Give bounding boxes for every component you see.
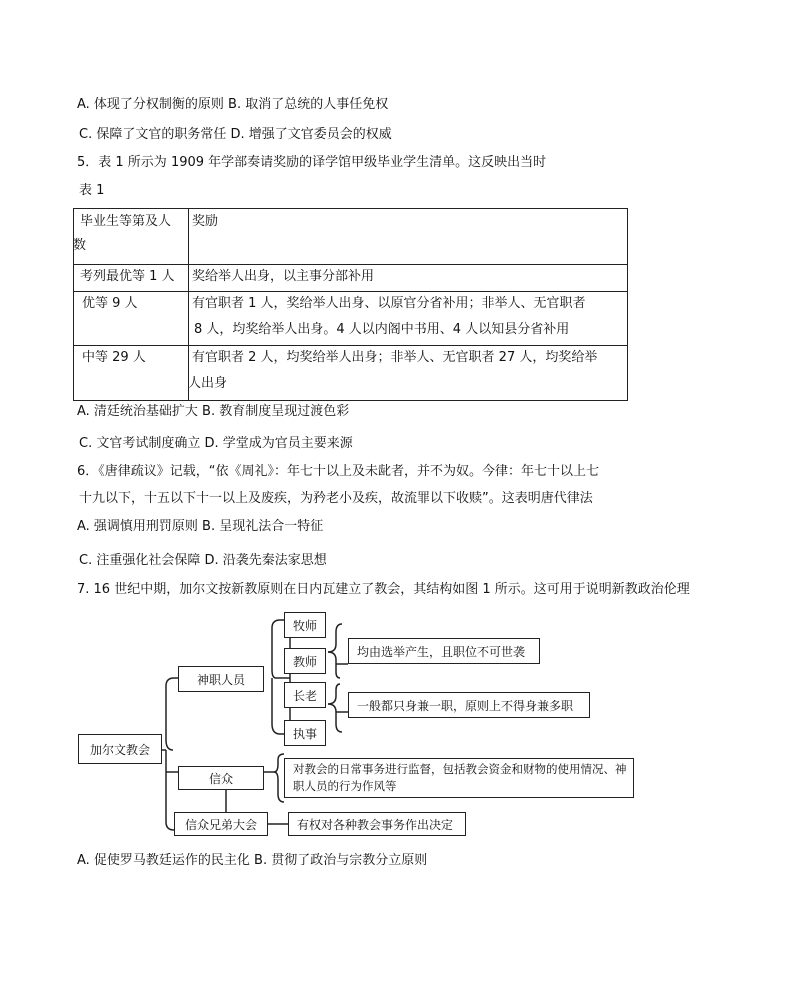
q7-stem: 7. 16 世纪中期，加尔文按新教原则在日内瓦建立了教会，其结构如图 1 所示。这可用于说明新教政治伦理 [77,582,690,597]
table-header-grade-line2: 数 [73,238,87,253]
diagram-note-supervision: 对教会的日常事务进行监督，包括教会资金和财物的使用情况、神职人员的行为作风等 [284,758,634,798]
diagram-note-election: 均由选举产生，且职位不可世袭 [348,638,540,664]
q5-table [73,208,628,401]
diagram-root-calvin-church: 加尔文教会 [78,734,162,764]
diagram-node-role: 牧师 [284,612,326,638]
diagram-node-believers: 信众 [178,766,264,790]
diagram-node-role: 长老 [284,682,326,708]
q7-options-ab: A. 促使罗马教廷运作的民主化 B. 贯彻了政治与宗教分立原则 [77,853,428,868]
q6-stem-line2: 十九以下，十五以下十一以上及废疾，为矜老小及疾，故流罪以下收赎”。这表明唐代律法 [79,491,593,506]
table-row-grade: 优等 9 人 [82,296,138,311]
table-row-grade: 中等 29 人 [82,350,146,365]
q6-options-cd: C. 注重强化社会保障 D. 沿袭先秦法家思想 [79,553,327,568]
diagram-node-role: 执事 [284,720,326,746]
q5-options-ab: A. 清廷统治基础扩大 B. 教育制度呈现过渡色彩 [77,404,350,419]
table-row-grade: 考列最优等 1 人 [80,269,175,284]
table-header-grade-line1: 毕业生等第及人 [80,214,172,229]
table-row-reward-line1: 有官职者 2 人，均奖给举人出身；非举人、无官职者 27 人，均奖给举 [192,350,598,365]
diagram-note-single-post: 一般都只身兼一职，原则上不得身兼多职 [348,692,590,718]
diagram-note-decision: 有权对各种教会事务作出决定 [288,812,466,836]
q5-table-caption: 表 1 [79,183,105,198]
q6-options-ab: A. 强调慎用刑罚原则 B. 呈现礼法合一特征 [77,519,324,534]
diagram-node-role: 教师 [284,648,326,674]
table-row-reward-line2: 8 人，均奖给举人出身。4 人以内阁中书用、4 人以知县分省补用 [194,322,570,337]
table-row-reward-line1: 有官职者 1 人，奖给举人出身、以原官分省补用；非举人、无官职者 [192,296,586,311]
q5-stem: 5．表 1 所示为 1909 年学部奏请奖励的译学馆甲级毕业学生清单。这反映出当时 [77,155,547,170]
q6-stem-line1: 6．《唐律疏议》记载，“依《周礼》：年七十以上及未龀者，并不为奴。今律：年七十以上七 [77,464,600,479]
q4-options-cd: C. 保障了文官的职务常任 D. 增强了文官委员会的权威 [79,127,392,142]
q4-options-ab: A. 体现了分权制衡的原则 B. 取消了总统的人事任免权 [77,97,389,112]
table-row-reward-line2: 人出身 [188,376,228,391]
diagram-node-clergy: 神职人员 [178,666,264,692]
table-row-reward: 奖给举人出身，以主事分部补用 [192,269,375,284]
q5-options-cd: C. 文官考试制度确立 D. 学堂成为官员主要来源 [79,436,353,451]
table-header-reward: 奖励 [192,214,219,229]
diagram-node-assembly: 信众兄弟大会 [174,812,268,836]
